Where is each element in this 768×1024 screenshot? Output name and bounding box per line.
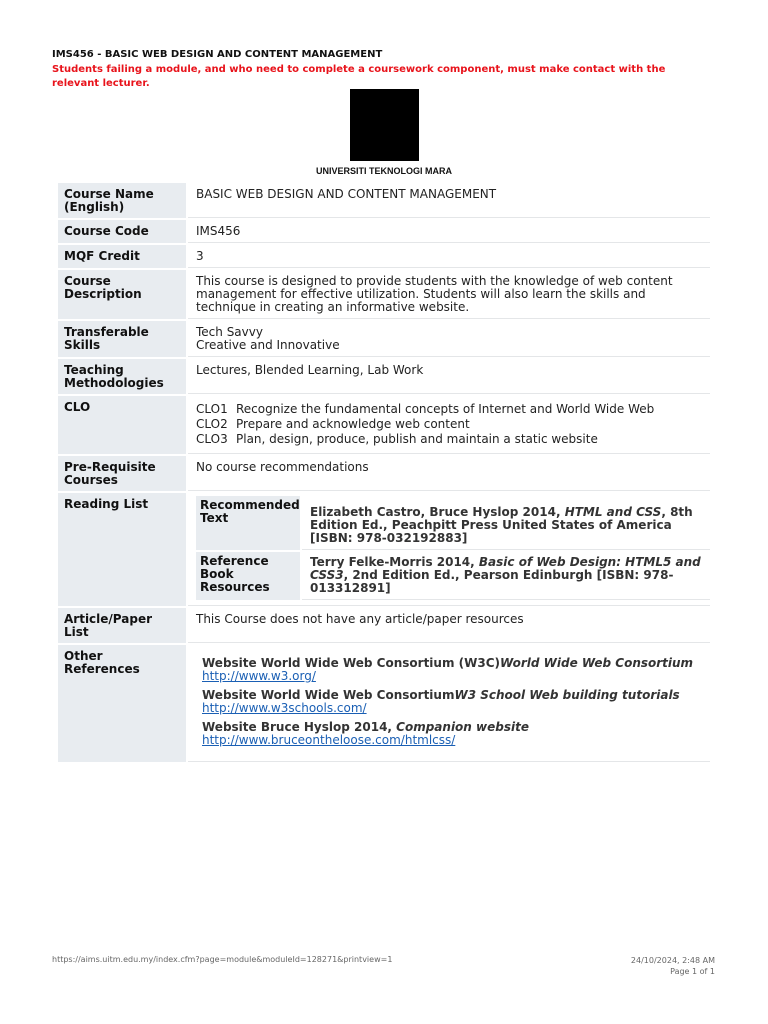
value-teaching-methodologies: Lectures, Blended Learning, Lab Work bbox=[188, 359, 710, 394]
clo-code: CLO3 bbox=[196, 432, 228, 446]
reading-title: HTML and CSS bbox=[564, 505, 662, 519]
reference-item: Website World Wide Web ConsortiumW3 School Web building tutorials http://www.w3schools.com/ bbox=[202, 689, 702, 715]
row-other-references bbox=[58, 645, 710, 764]
reference-title: World Wide Web Consortium bbox=[500, 656, 694, 670]
value-reading-list bbox=[188, 493, 710, 606]
row-course-code bbox=[58, 220, 710, 245]
footer-meta bbox=[631, 955, 715, 977]
clo-code: CLO1 bbox=[196, 402, 228, 416]
reference-title: W3 School Web building tutorials bbox=[454, 688, 680, 702]
row-article-list bbox=[58, 608, 710, 645]
reading-type: Recommended Text bbox=[196, 496, 300, 550]
reading-item bbox=[196, 496, 710, 550]
clo-item bbox=[196, 402, 702, 417]
value-course-code: IMS456 bbox=[188, 220, 710, 243]
value-mqf-credit: 3 bbox=[188, 245, 710, 268]
row-teaching-methodologies bbox=[58, 359, 710, 396]
value-course-name: BASIC WEB DESIGN AND CONTENT MANAGEMENT bbox=[188, 183, 710, 218]
skill-item: Creative and Innovative bbox=[196, 338, 340, 352]
clo-text: Plan, design, produce, publish and maintain a static website bbox=[236, 432, 598, 446]
value-article-list: This Course does not have any article/paper resources bbox=[188, 608, 710, 643]
reference-item: Website World Wide Web Consortium (W3C)World Wide Web Consortium http://www.w3.org/ bbox=[202, 657, 702, 683]
label-mqf-credit: MQF Credit bbox=[58, 245, 186, 268]
clo-item bbox=[196, 417, 702, 432]
row-transferable-skills bbox=[58, 321, 710, 359]
skill-item: Tech Savvy bbox=[196, 325, 263, 339]
value-other-references bbox=[188, 645, 710, 762]
warning-notice: Students failing a module, and who need to complete a coursework component, must make contact with the relevant lecturer. bbox=[52, 64, 666, 89]
label-reading-list: Reading List bbox=[58, 493, 186, 606]
label-clo: CLO bbox=[58, 396, 186, 454]
clo-text: Prepare and acknowledge web content bbox=[236, 417, 470, 431]
university-logo bbox=[350, 89, 419, 161]
reading-citation: Terry Felke-Morris 2014, Basic of Web Design: HTML5 and CSS3, 2nd Edition Ed., Pearson Edinburgh [ISBN: 978-013312891] bbox=[302, 552, 710, 600]
reference-link[interactable]: http://www.w3schools.com/ bbox=[202, 701, 367, 715]
clo-item bbox=[196, 432, 702, 447]
row-reading-list bbox=[58, 493, 710, 608]
reference-title: Companion website bbox=[396, 720, 529, 734]
label-course-name: Course Name (English) bbox=[58, 183, 186, 218]
value-clo bbox=[188, 396, 710, 454]
clo-code: CLO2 bbox=[196, 417, 228, 431]
row-course-name bbox=[58, 183, 710, 220]
footer-url: https://aims.uitm.edu.my/index.cfm?page=module&moduleId=128271&printview=1 bbox=[52, 955, 393, 964]
label-course-description: Course Description bbox=[58, 270, 186, 319]
row-clo bbox=[58, 396, 710, 456]
reading-type: Reference Book Resources bbox=[196, 552, 300, 600]
footer-page-number: Page 1 of 1 bbox=[670, 967, 715, 976]
value-transferable-skills bbox=[188, 321, 710, 357]
clo-text: Recognize the fundamental concepts of Internet and World Wide Web bbox=[236, 402, 655, 416]
label-article-list: Article/Paper List bbox=[58, 608, 186, 643]
reading-citation: Elizabeth Castro, Bruce Hyslop 2014, HTML and CSS, 8th Edition Ed., Peachpitt Press United States of America [ISBN: 978-032192883] bbox=[302, 496, 710, 550]
course-info-table bbox=[58, 183, 710, 764]
reference-link[interactable]: http://www.bruceontheloose.com/htmlcss/ bbox=[202, 733, 456, 747]
label-prerequisite: Pre-Requisite Courses bbox=[58, 456, 186, 491]
reference-item: Website Bruce Hyslop 2014, Companion website http://www.bruceontheloose.com/htmlcss/ bbox=[202, 721, 702, 747]
row-mqf-credit bbox=[58, 245, 710, 270]
reading-title: Basic of Web Design: HTML5 and CSS3 bbox=[310, 555, 701, 582]
value-course-description: This course is designed to provide students with the knowledge of web content management for effective utilization. Students will also learn the skills and technique in creating an informative website. bbox=[188, 270, 710, 319]
reference-link[interactable]: http://www.w3.org/ bbox=[202, 669, 316, 683]
reading-item bbox=[196, 552, 710, 600]
value-prerequisite: No course recommendations bbox=[188, 456, 710, 491]
footer-datetime: 24/10/2024, 2:48 AM bbox=[630, 956, 715, 965]
row-prerequisite bbox=[58, 456, 710, 493]
row-course-description bbox=[58, 270, 710, 321]
course-title-header: IMS456 - BASIC WEB DESIGN AND CONTENT MANAGEMENT bbox=[52, 49, 383, 60]
label-teaching-methodologies: Teaching Methodologies bbox=[58, 359, 186, 394]
university-name: UNIVERSITI TEKNOLOGI MARA bbox=[315, 166, 452, 176]
label-other-references: Other References bbox=[58, 645, 186, 762]
label-transferable-skills: Transferable Skills bbox=[58, 321, 186, 357]
label-course-code: Course Code bbox=[58, 220, 186, 243]
